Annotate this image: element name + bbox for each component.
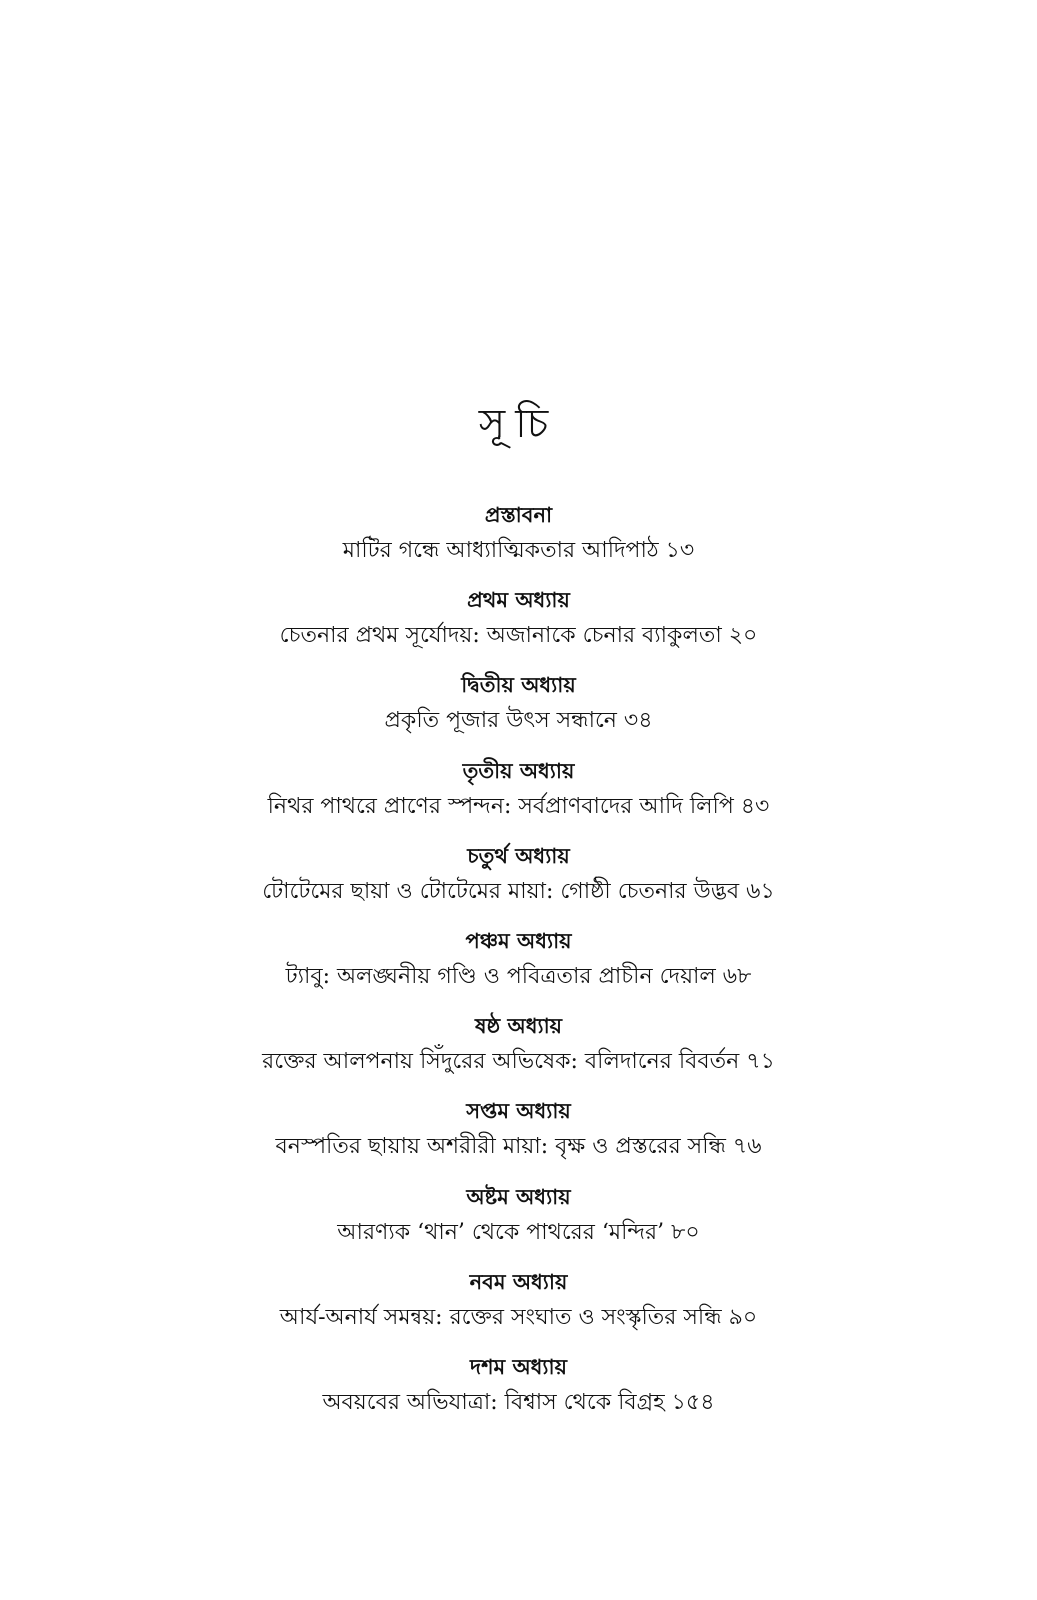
toc-entry-chapter-6 (0, 1011, 1037, 1096)
chapter-heading: দশম অধ্যায় (470, 1353, 567, 1379)
chapter-title: ট্যাবু: অলঙ্ঘনীয় গণ্ডি ও পবিত্রতার প্রাচীন দেয়াল ৬৮ (285, 963, 752, 989)
table-of-contents (0, 500, 1037, 1437)
chapter-title: নিথর পাথরে প্রাণের স্পন্দন: সর্বপ্রাণবাদের আদি লিপি ৪৩ (267, 793, 770, 819)
chapter-title: আর্য-অনার্য সমন্বয়: রক্তের সংঘাত ও সংস্কৃতির সন্ধি ৯০ (279, 1304, 758, 1330)
toc-entry-chapter-4 (0, 841, 1037, 926)
chapter-title: টোটেমের ছায়া ও টোটেমের মায়া: গোষ্ঠী চেতনার উদ্ভব ৬১ (262, 878, 775, 904)
toc-entry-preface (0, 500, 1037, 585)
chapter-title: চেতনার প্রথম সূর্যোদয়: অজানাকে চেনার ব্যাকুলতা ২০ (279, 623, 758, 649)
toc-entry-chapter-9 (0, 1267, 1037, 1352)
chapter-heading: প্রথম অধ্যায় (467, 587, 570, 613)
toc-entry-chapter-2 (0, 670, 1037, 755)
chapter-heading: সপ্তম অধ্যায় (466, 1098, 571, 1124)
chapter-heading: পঞ্চম অধ্যায় (465, 927, 572, 953)
chapter-heading: নবম অধ্যায় (469, 1268, 568, 1294)
chapter-title: অবয়বের অভিযাত্রা: বিশ্বাস থেকে বিগ্রহ ১৫৪ (322, 1389, 715, 1415)
chapter-heading: চতুর্থ অধ্যায় (467, 842, 570, 868)
chapter-heading: ষষ্ঠ অধ্যায় (474, 1013, 563, 1039)
chapter-heading: দ্বিতীয় অধ্যায় (461, 672, 576, 698)
chapter-heading: তৃতীয় অধ্যায় (462, 757, 575, 783)
chapter-title: মাটির গন্ধে আধ্যাত্মিকতার আদিপাঠ ১৩ (342, 538, 695, 563)
toc-entry-chapter-7 (0, 1096, 1037, 1181)
toc-entry-chapter-8 (0, 1182, 1037, 1267)
chapter-title: প্রকৃতি পূজার উৎস সন্ধানে ৩৪ (384, 708, 653, 734)
chapter-heading: প্রস্তাবনা (484, 502, 553, 527)
chapter-title: আরণ্যক ‘থান’ থেকে পাথরের ‘মন্দির’ ৮০ (337, 1219, 700, 1245)
toc-entry-chapter-10 (0, 1352, 1037, 1437)
page-title: সূচি (478, 401, 559, 447)
chapter-heading: অষ্টম অধ্যায় (466, 1183, 571, 1209)
chapter-title: রক্তের আলপনায় সিঁদুরের অভিষেক: বলিদানের বিবর্তন ৭১ (262, 1049, 775, 1075)
toc-entry-chapter-5 (0, 926, 1037, 1011)
chapter-title: বনস্পতির ছায়ায় অশরীরী মায়া: বৃক্ষ ও প্রস্তরের সন্ধি ৭৬ (275, 1134, 762, 1160)
toc-entry-chapter-3 (0, 756, 1037, 841)
toc-entry-chapter-1 (0, 585, 1037, 670)
